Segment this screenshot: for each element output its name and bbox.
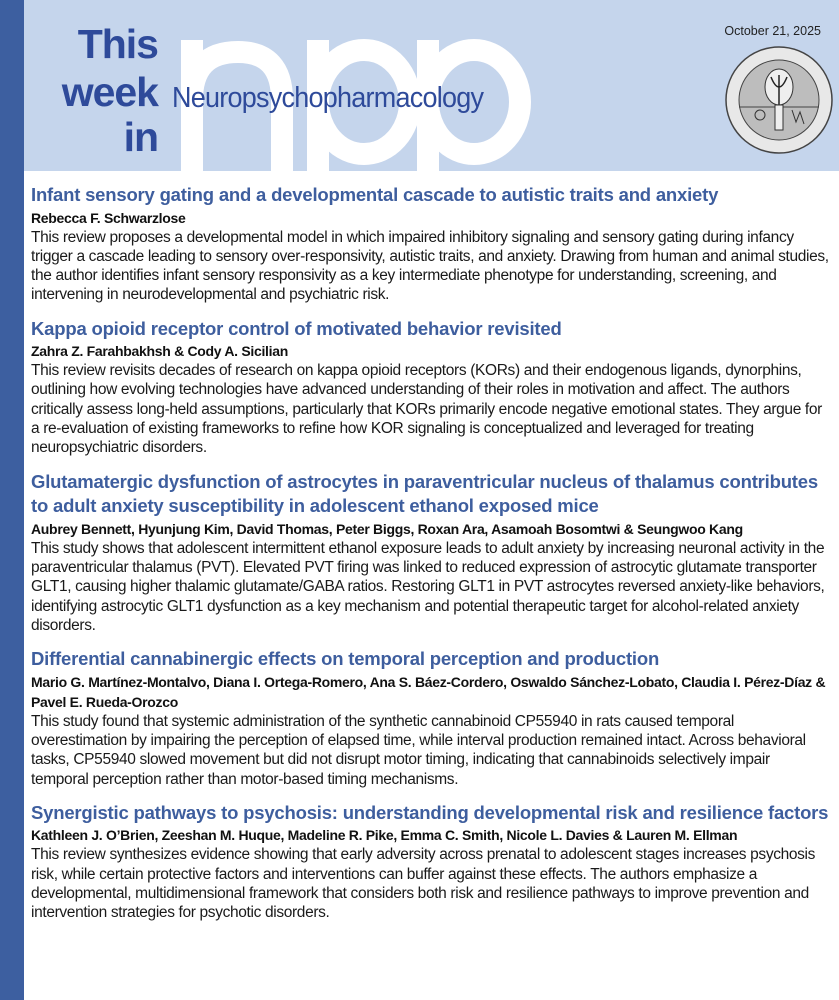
- article-authors: Kathleen J. O’Brien, Zeeshan M. Huque, Madeline R. Pike, Emma C. Smith, Nicole L. Davies & Lauren M. Ellman: [31, 827, 738, 844]
- article: [31, 647, 831, 789]
- issue-date: October 21, 2025: [724, 24, 821, 38]
- article-title[interactable]: Differential cannabinergic effects on temporal perception and production: [31, 648, 660, 670]
- masthead-week: week: [61, 69, 158, 115]
- acnp-seal-logo: [724, 45, 834, 155]
- article: [31, 801, 831, 923]
- masthead-in: in: [123, 114, 158, 160]
- article-summary: This study found that systemic administration of the synthetic cannabinoid CP55940 in rats caused temporal overestimation by impairing the perception of elapsed time, while interval production remained intact. Across behavioral tasks, CP55940 slowed movement but did not disrupt motor timing, indicating that cannabinoids selectively impair temporal perception rather than motor-based timing mechanisms.: [31, 712, 806, 788]
- article-title[interactable]: Kappa opioid receptor control of motivated behavior revisited: [31, 317, 562, 339]
- article-summary: This review proposes a developmental model in which impaired inhibitory signaling and sensory gating during infancy trigger a cascade leading to sensory over-responsivity, autistic traits, and anxiety. Drawing from human and animal studies, the author identifies infant sensory responsivity as a key intermediate phenotype for understanding, screening, and intervening in neurodevelopmental and psychiatric risk.: [31, 228, 829, 304]
- masthead: [24, 0, 839, 171]
- journal-name: Neuropsychopharmacology: [172, 82, 484, 114]
- masthead-this: This: [77, 21, 158, 67]
- article: [31, 183, 831, 305]
- article-authors: Rebecca F. Schwarzlose: [31, 209, 186, 226]
- article-summary: This study shows that adolescent intermittent ethanol exposure leads to adult anxiety by increasing neuronal activity in the paraventricular thalamus (PVT). Elevated PVT firing was linked to reduced expression of astrocytic glutamate transporter GLT1, causing higher thalamic glutamate/GABA ratios. Restoring GLT1 in PVT astrocytes reversed anxiety-like behaviors, identifying astrocytic GLT1 dysfunction as a key mechanism and potential therapeutic target for alcohol-related anxiety disorders.: [31, 539, 825, 634]
- article-list: [31, 183, 831, 935]
- article-authors: Zahra Z. Farahbakhsh & Cody A. Sicilian: [31, 343, 288, 360]
- article: [31, 470, 831, 635]
- article-summary: This review synthesizes evidence showing that early adversity across prenatal to adolescent stages increases psychosis risk, while certain protective factors and interventions can buffer against these effects. The authors emphasize a developmental, multidimensional framework that considers both risk and resilience pathways to improve prevention and intervention strategies for psychotic disorders.: [31, 846, 816, 922]
- article-title[interactable]: Synergistic pathways to psychosis: understanding developmental risk and resilience factors: [31, 801, 829, 823]
- article-summary: This review revisits decades of research on kappa opioid receptors (KORs) and their endogenous ligands, dynorphins, outlining how evolving technologies have advanced understanding of their roles in motivation and affect. The authors critically assess long-held assumptions, particularly that KORs primarily encode negative emotional states. They argue for a re-evaluation of existing frameworks to refine how KOR signaling is conceptualized and leveraged for treating neuropsychiatric disorders.: [31, 362, 822, 457]
- left-accent-bar: [0, 0, 24, 1000]
- article-authors: Mario G. Martínez-Montalvo, Diana I. Ortega-Romero, Ana S. Báez-Cordero, Oswaldo Sánchez-Lobato, Claudia I. Pérez-Díaz & Pavel E. Rueda-Orozco: [31, 673, 826, 710]
- article-title[interactable]: Glutamatergic dysfunction of astrocytes in paraventricular nucleus of thalamus contributes to adult anxiety susceptibility in adolescent ethanol exposed mice: [31, 470, 818, 517]
- article-authors: Aubrey Bennett, Hyunjung Kim, David Thomas, Peter Biggs, Roxan Ara, Asamoah Bosomtwi & Seungwoo Kang: [31, 520, 743, 537]
- article-title[interactable]: Infant sensory gating and a developmental cascade to autistic traits and anxiety: [31, 184, 719, 205]
- article: [31, 317, 831, 458]
